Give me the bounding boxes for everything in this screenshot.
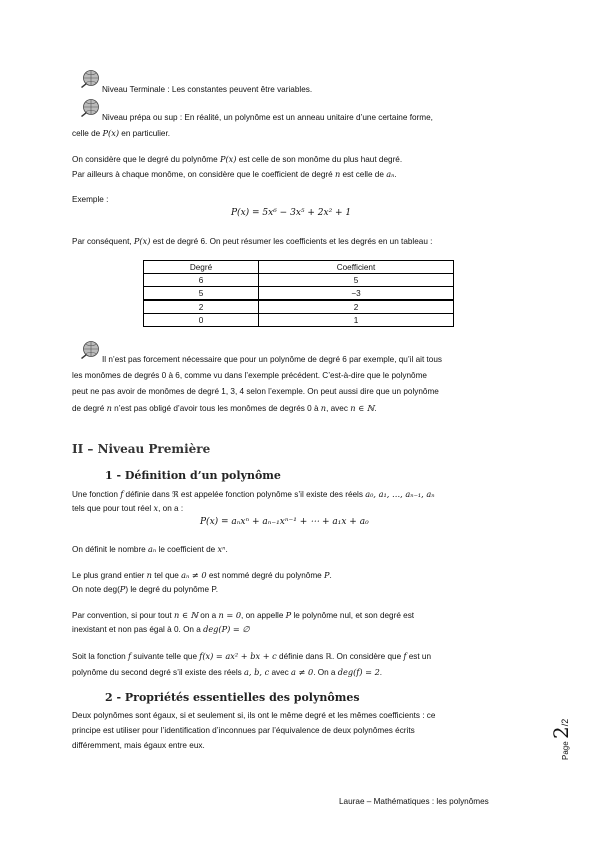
remark-line4: de degré n n’est pas obligé d’avoir tous les monômes de degrés 0 à n, avec n ∈ ℕ. [72,403,377,413]
note-prepa-line1: Niveau prépa ou sup : En réalité, un polynôme est un anneau unitaire d’une certaine forme, [102,113,433,122]
note-terminale: Niveau Terminale : Les constantes peuvent être variables. [102,85,313,94]
degree-paragraph-line2: Par ailleurs à chaque monôme, on considère que le coefficient de degré n est celle de aₙ. [72,169,397,179]
example-label: Exemple : [72,195,109,204]
table-header-cell: Degré [144,261,259,274]
function-example-line2: polynôme du second degré s’il existe des réels a, b, c avec a ≠ 0. On a deg(f) = 2. [72,667,383,677]
page-current: 2 [549,726,573,740]
remark-line3: peut ne pas avoir de monômes de degré 1, 3, 4 selon l’exemple. On peut aussi dire que un polynôme [72,387,439,396]
table-cell: 0 [144,314,259,327]
table-cell: 5 [258,274,453,287]
subsection-title-properties: 2 - Propriétés essentielles des polynômes [105,691,360,704]
table-cell: −3 [258,287,453,301]
convention-line2: inexistant et non pas égal à 0. On a deg(P) = ∅ [72,624,250,634]
table-cell: 2 [258,300,453,314]
note-prepa-line2: celle de P(x) en particulier. [72,128,170,138]
note-icon [80,340,100,360]
subsection-title-definition: 1 - Définition d’un polynôme [105,469,281,482]
degree-definition-line2: On note deg(P) le degré du polynôme P. [72,584,219,594]
properties-line2: principe est utiliser pour l’identification d’inconnues par l’équivalence de deux polynômes écrits [72,726,415,735]
table-row [144,314,454,327]
remark-line1: Il n’est pas forcement nécessaire que pour un polynôme de degré 6 par exemple, qu’il ait tous [102,355,442,364]
section-title: II – Niveau Première [72,442,211,456]
page-number: Page 2/2 [549,718,573,760]
note-icon [80,98,100,118]
definition-line1: Une fonction f définie dans ℜ est appelée fonction polynôme s’il existe des réels a₀, a₁, …, aₙ₋₁, aₙ [72,489,435,499]
coefficient-definition: On définit le nombre aₙ le coefficient de xⁿ. [72,544,228,554]
table-header-cell: Coefficient [258,261,453,274]
table-cell: 2 [144,300,259,314]
table-header-row [144,261,454,274]
properties-line3: différemment, mais égaux entre eux. [72,741,205,750]
table-row [144,274,454,287]
footer: Laurae – Mathématiques : les polynômes [339,797,489,806]
note-icon [80,69,100,89]
page-total: 2 [560,718,570,724]
convention-line1: Par convention, si pour tout n ∈ ℕ on a n = 0, on appelle P le polynôme nul, et son degré est [72,610,415,620]
function-example-line1: Soit la fonction f suivante telle que f(x) = ax² + bx + c définie dans ℝ. On considère que f est un [72,651,432,661]
example-consequence: Par conséquent, P(x) est de degré 6. On peut résumer les coefficients et les degrés en un tableau : [72,236,433,246]
coefficient-table [143,260,454,327]
table-cell: 5 [144,287,259,301]
page-label: Page [561,741,570,760]
table-cell: 6 [144,274,259,287]
table-row [144,287,454,301]
definition-line2: tels que pour tout réel x, on a : [72,503,184,513]
table-cell: 1 [258,314,453,327]
remark-line2: les monômes de degrés 0 à 6, comme vu dans l’exemple précédent. C’est-à-dire que le polynôme [72,371,427,380]
degree-definition-line1: Le plus grand entier n tel que aₙ ≠ 0 est nommé degré du polynôme P. [72,570,332,580]
properties-line1: Deux polynômes sont égaux, si et seulement si, ils ont le même degré et les mêmes coefficients : ce [72,711,436,720]
table-row [144,300,454,314]
definition-formula: P(x) = aₙxⁿ + aₙ₋₁xⁿ⁻¹ + ⋯ + a₁x + a₀ [200,517,369,527]
example-formula: P(x) = 5x⁶ − 3x⁵ + 2x² + 1 [231,208,352,218]
degree-paragraph-line1: On considère que le degré du polynôme P(x) est celle de son monôme du plus haut degré. [72,154,403,164]
